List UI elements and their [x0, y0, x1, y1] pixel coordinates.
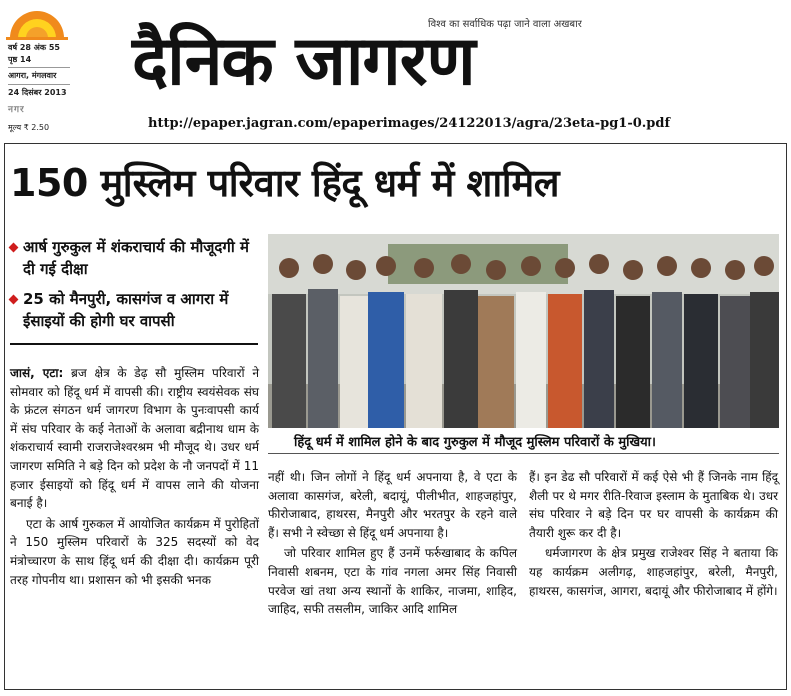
price: मूल्य ₹ 2.50: [8, 123, 50, 132]
summary-bullet: [10, 236, 260, 280]
city-day: आगरा, मंगलवार: [8, 71, 57, 80]
body-column-1: [10, 364, 259, 591]
issue-line2: पृष्ठ 14: [8, 55, 32, 64]
edition-label: नगर: [8, 105, 25, 115]
body-paragraph: ब्रज क्षेत्र के डेढ़ सौ मुस्लिम परिवारों ने सोमवार को हिंदू धर्म में वापसी की। राष्ट्रीय स्वयंसेवक संघ के फ्रंटल संगठन धर्म जागरण विभाग के पुनःवापसी कार्य में संघ परिवार के कई नेताओं के अलावा बद्रीनाथ धाम के शंकराचार्य स्वामी राजराजेश्वरश्रम भी मौजूद थे। उधर धर्म जागरण समिति ने बड़े दिन को प्रदेश के नौ जनपदों में 11 हजार ईसाइयों को हिंदू धर्म में वापस लाने की योजना बनाई है।: [10, 366, 259, 511]
photo-caption: हिंदू धर्म में शामिल होने के बाद गुरुकुल में मौजूद मुस्लिम परिवारों के मुखिया।: [294, 435, 656, 450]
sun-logo-icon: [6, 4, 68, 40]
body-column-3: [529, 468, 778, 602]
body-paragraph: एटा के आर्ष गुरुकल में आयोजित कार्यक्रम में पुरोहितों ने 150 मुस्लिम परिवारों के 325 सदस्यों को वेद मंत्रोच्चारण के साथ हिंदू धर्म की दीक्षा दी। कार्यक्रम पूरी तरह गोपनीय था। प्रशासन को भी इसकी भनक: [10, 516, 259, 587]
dateline: जासं, एटा:: [10, 366, 64, 380]
group-photo: [268, 234, 779, 428]
tagline: विश्व का सर्वाधिक पढ़ा जाने वाला अखबार: [428, 19, 582, 30]
meta-divider: [8, 84, 70, 85]
caption-divider: [268, 453, 779, 454]
body-paragraph: नहीं थी। जिन लोगों ने हिंदू धर्म अपनाया है, वे एटा के अलावा कासगंज, बरेली, बदायूं, पीलीभीत, शाहजहांपुर, फीरोजाबाद, हाथरस, मैनपुरी और भरतपुर के रहने वाले हैं। सभी ने स्वेच्छा से हिंदू धर्म अपनाया है।: [268, 470, 517, 540]
bullet-diamond-icon: [9, 295, 19, 305]
headline: 150 मुस्लिम परिवार हिंदू धर्म में शामिल: [10, 161, 560, 205]
bullet-text: 25 को मैनपुरी, कासगंज व आगरा में ईसाइयों की होगी घर वापसी: [23, 290, 229, 330]
source-url[interactable]: http://epaper.jagran.com/epaperimages/24122013/agra/23eta-pg1-0.pdf: [148, 116, 671, 131]
bullets-divider: [10, 343, 258, 345]
meta-divider: [8, 67, 70, 68]
bullet-text: आर्ष गुरुकुल में शंकराचार्य की मौजूदगी में दी गई दीक्षा: [23, 238, 249, 278]
summary-bullets: [10, 236, 260, 340]
body-paragraph: जो परिवार शामिल हुए हैं उनमें फर्रुखाबाद के कपिल निवासी शबनम, एटा के गांव नगला अमर सिंह निवासी परवेज खां तथा अन्य स्थानों के शाकिर, नाजमा, शाहिद, जाहिद, सफी तसलीम, जाकिर आदि शामिल: [268, 546, 517, 617]
bullet-diamond-icon: [9, 243, 19, 253]
issue-line1: वर्ष 28 अंक 55: [8, 43, 60, 52]
issue-date: 24 दिसंबर 2013: [8, 88, 67, 97]
summary-bullet: [10, 288, 260, 332]
body-column-2: [268, 468, 517, 621]
brand-name: दैनिक जागरण: [132, 22, 475, 101]
body-paragraph: धर्मजागरण के क्षेत्र प्रमुख राजेश्वर सिंह ने बताया कि यह कार्यक्रम अलीगढ़, शाहजहांपुर, बरेली, मैनपुरी, हाथरस, कासगंज, आगरा, बदायूं और फीरोजाबाद में होंगे।: [529, 546, 778, 598]
body-paragraph: हैं। इन डेढ सौ परिवारों में कई ऐसे भी हैं जिनके नाम हिंदू शैली पर थे मगर रीति-रिवाज इस्लाम के मुताबिक थे। उधर संघ परिवार ने बड़े दिन पर घर वापसी के कार्यक्रम की तैयारी शुरू कर दी है।: [529, 470, 778, 540]
